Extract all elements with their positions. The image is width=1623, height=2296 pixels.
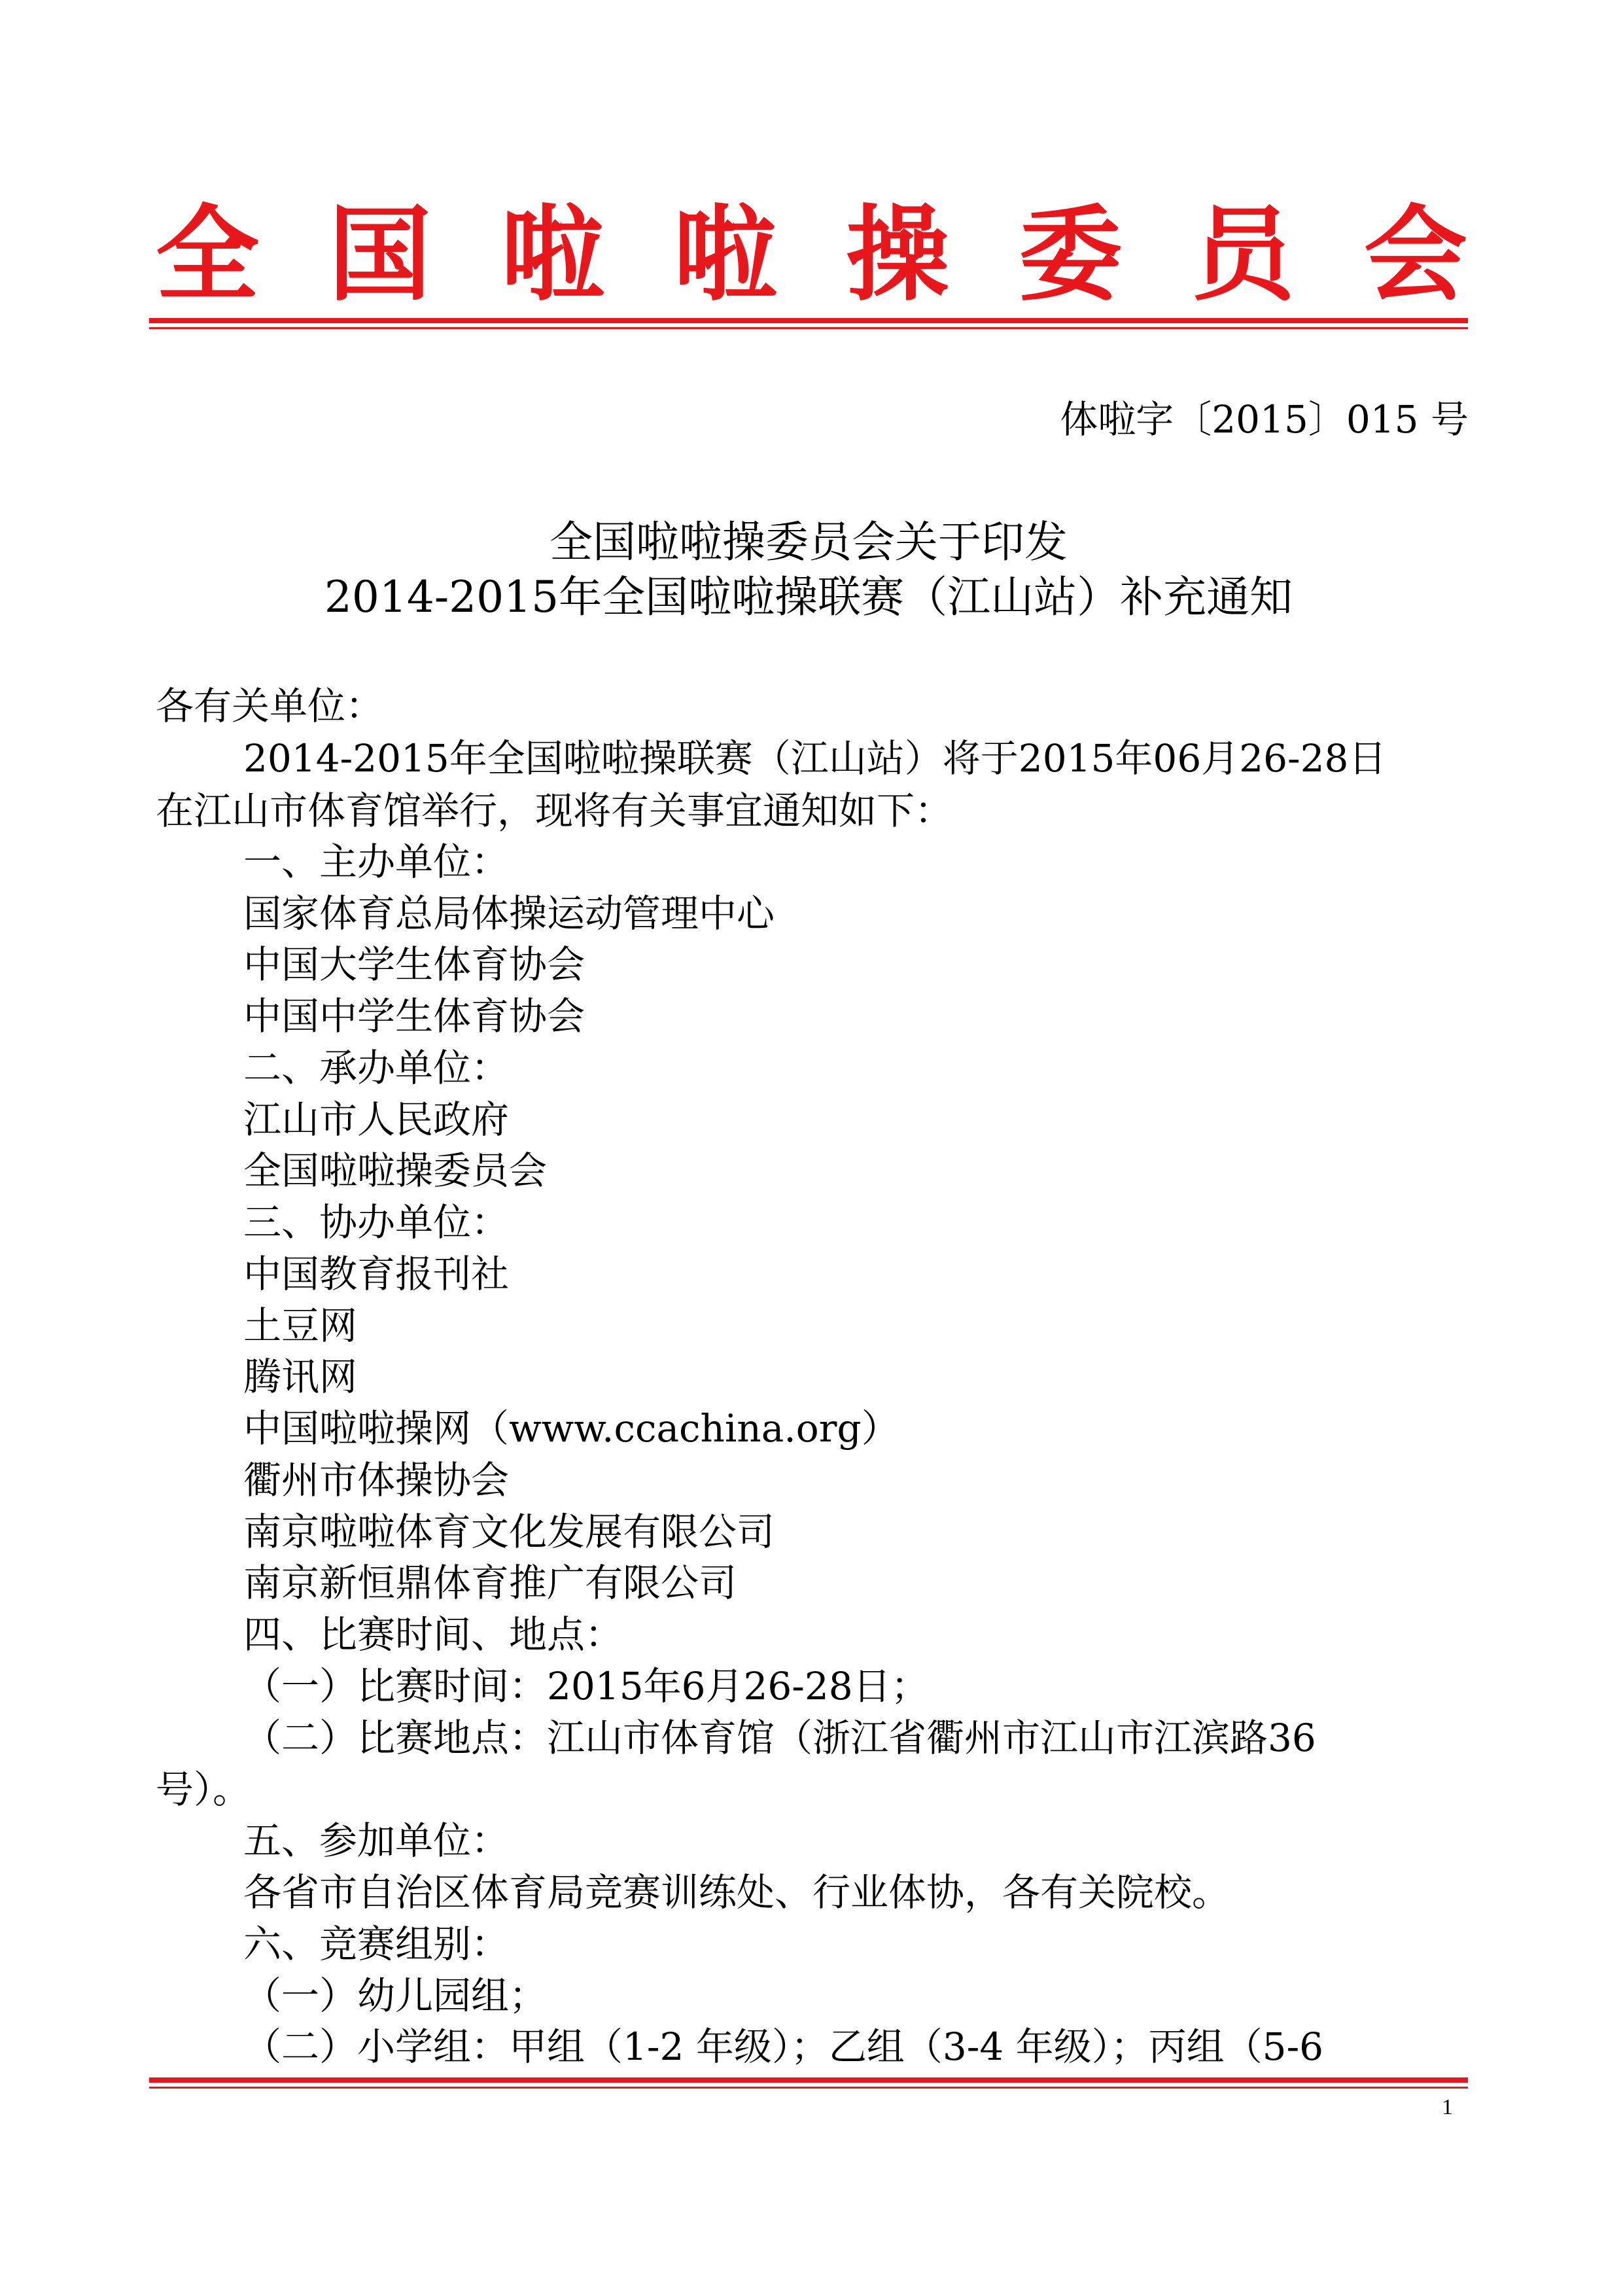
- list-item: 中国大学生体育协会: [243, 942, 585, 987]
- salutation: 各有关单位：: [156, 684, 384, 728]
- header-rule-thick: [149, 318, 1468, 323]
- list-item-continuation: 号）。: [156, 1767, 251, 1812]
- list-item: 衢州市体操协会: [243, 1458, 510, 1502]
- list-item: 南京啦啦体育文化发展有限公司: [243, 1510, 775, 1554]
- masthead-char: 员: [1191, 195, 1295, 315]
- intro-line: 2014-2015年全国啦啦操联赛（江山站）将于2015年06月26-28日: [243, 736, 1387, 781]
- document-title-line1: 全国啦啦操委员会关于印发: [550, 517, 1068, 567]
- header-rule-thin: [149, 327, 1468, 329]
- section-heading-participants: 五、参加单位：: [243, 1818, 510, 1863]
- document-title-line2: 2014-2015年全国啦啦操联赛（江山站）补充通知: [324, 572, 1293, 622]
- masthead: [156, 196, 1467, 314]
- section-heading-time-venue: 四、比赛时间、地点：: [243, 1612, 623, 1657]
- section-heading-host: 一、主办单位：: [243, 839, 510, 884]
- section-heading-groups: 六、竞赛组别：: [243, 1922, 510, 1966]
- footer-rule-thick: [149, 2077, 1468, 2083]
- list-item: 中国中学生体育协会: [243, 994, 585, 1038]
- list-item: 土豆网: [243, 1303, 358, 1348]
- footer-rule-thin: [149, 2087, 1468, 2089]
- list-item: （二）比赛地点：江山市体育馆（浙江省衢州市江山市江滨路36: [243, 1716, 1316, 1760]
- list-item: 腾讯网: [243, 1354, 358, 1399]
- list-item: （一）比赛时间：2015年6月26-28日；: [243, 1664, 929, 1708]
- masthead-char: 会: [1363, 195, 1467, 315]
- list-item: 中国教育报刊社: [243, 1252, 510, 1296]
- masthead-char: 委: [1019, 195, 1123, 315]
- list-item: 全国啦啦操委员会: [243, 1148, 548, 1193]
- list-item: （一）幼儿园组；: [243, 1973, 548, 2018]
- masthead-char: 操: [846, 195, 950, 315]
- section-heading-organizer: 二、承办单位：: [243, 1046, 510, 1090]
- list-item: 南京新恒鼎体育推广有限公司: [243, 1561, 737, 1605]
- list-item: 江山市人民政府: [243, 1097, 510, 1142]
- masthead-char: 国: [328, 195, 432, 315]
- section-heading-co-organizer: 三、协办单位：: [243, 1200, 510, 1245]
- list-item: （二）小学组：甲组（1-2 年级）；乙组（3-4 年级）；丙组（5-6: [243, 2024, 1324, 2069]
- document-number: 体啦字〔2015〕015 号: [1060, 397, 1469, 442]
- list-item: 各省市自治区体育局竞赛训练处、行业体协，各有关院校。: [243, 1870, 1230, 1915]
- list-item: 中国啦啦操网（www.ccachina.org）: [243, 1406, 899, 1451]
- page-number: 1: [1442, 2095, 1453, 2119]
- list-item: 国家体育总局体操运动管理中心: [243, 891, 775, 936]
- intro-line: 在江山市体育馆举行，现将有关事宜通知如下：: [156, 788, 953, 833]
- masthead-char: 啦: [500, 195, 604, 315]
- masthead-char: 全: [156, 195, 259, 315]
- masthead-char: 啦: [673, 195, 777, 315]
